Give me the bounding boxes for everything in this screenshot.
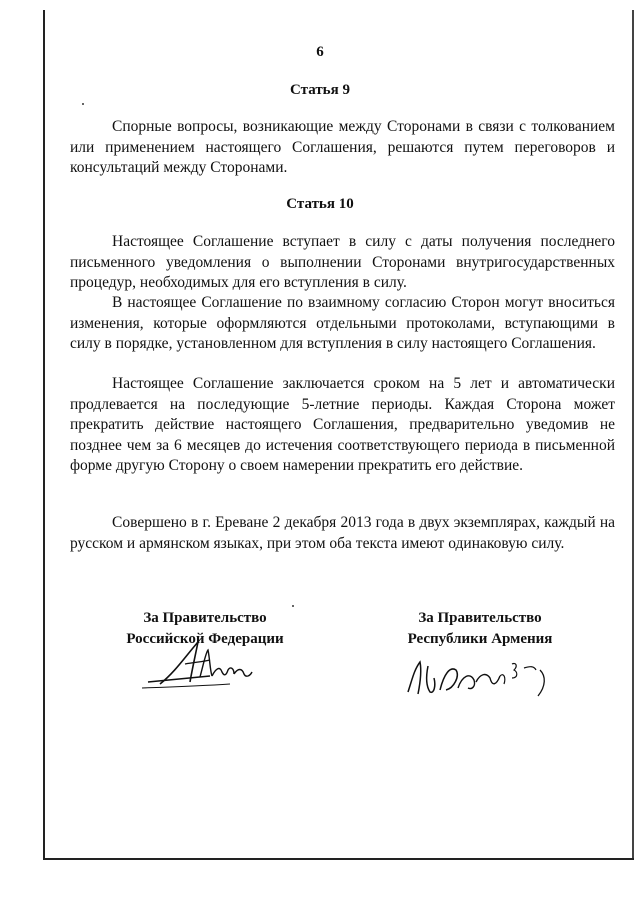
page-number: 6 xyxy=(316,44,324,60)
article-10-paragraph-3: Настоящее Соглашение заключается сроком на 5 лет и автоматически продлевается на последующие 5-летние периоды. Каждая Сторона может прекратить действие настоящего Соглашения, предварительно уведомив не позднее чем за 6 месяцев до истечения соответствующего периода в письменной форме другую Сторону о своем намерении прекратить его действие. xyxy=(70,375,615,474)
right-signatory-line-2: Республики Армения xyxy=(407,631,553,647)
right-handwritten-signature xyxy=(400,652,560,702)
article-10-heading: Статья 10 xyxy=(286,196,354,212)
left-handwritten-signature xyxy=(140,632,270,692)
left-signatory-line-1: За Правительство xyxy=(143,610,267,626)
article-9-heading: Статья 9 xyxy=(290,82,350,98)
closing-statement: Совершено в г. Ереване 2 декабря 2013 года в двух экземплярах, каждый на русском и армянском языках, при этом оба текста имеют одинаковую силу. xyxy=(70,514,615,552)
scan-speck xyxy=(292,605,294,607)
scan-speck xyxy=(82,103,84,105)
right-signatory-line-1: За Правительство xyxy=(418,610,542,626)
article-10-paragraph-1: Настоящее Соглашение вступает в силу с даты получения последнего письменного уведомления о выполнении Сторонами внутригосударственных процедур, необходимых для его вступления в силу. xyxy=(70,233,615,291)
right-signatory-block xyxy=(390,608,570,650)
article-9-paragraph-1: Спорные вопросы, возникающие между Сторонами в связи с толкованием или применением настоящего Соглашения, решаются путем переговоров и консультаций между Сторонами. xyxy=(70,118,615,176)
article-10-paragraph-2: В настоящее Соглашение по взаимному согласию Сторон могут вноситься изменения, которые оформляются отдельными протоколами, вступающими в силу в порядке, установленном для вступления в силу настоящего Соглашения. xyxy=(70,294,615,352)
left-signatory-line-2: Российской Федерации xyxy=(126,631,284,647)
